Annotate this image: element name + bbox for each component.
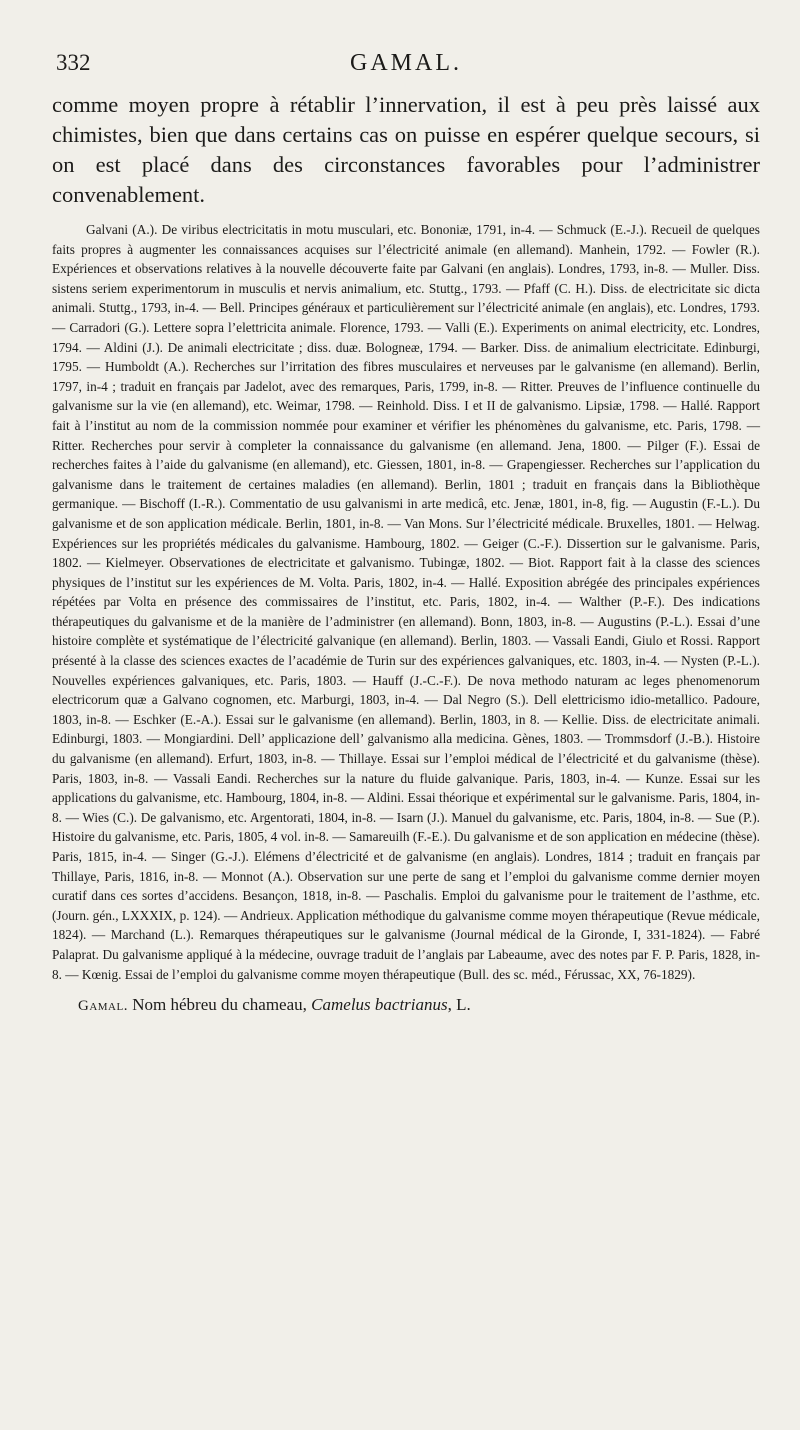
entry-latin-name: Camelus bactrianus (311, 995, 448, 1015)
entry-suffix: , L. (447, 995, 471, 1015)
running-head: GAMAL. (350, 50, 462, 76)
intro-paragraph: comme moyen propre à rétablir l’innervation, il est à peu près laissé aux chimistes, bien que dans certains cas on puisse en espérer quelque secours, si on est placé dans des circonstances favorables pour l’administrer convenablement. (52, 92, 760, 207)
entry-headword: Gamal. (78, 998, 128, 1015)
page-number: 332 (56, 50, 91, 75)
entry-definition: Nom hébreu du chameau, (132, 995, 312, 1015)
dictionary-entry (52, 994, 760, 1017)
page-header (52, 50, 760, 90)
bibliography-paragraph: Galvani (A.). De viribus electricitatis in motu musculari, etc. Bononiæ, 1791, in-4. — Schmuck (E.-J.). Recueil de quelques faits propres à augmenter les connaissances acquises sur l’électricité animale (en allemand). Manhein, 1792. — Fowler (R.). Expériences et observations relatives à la nouvelle découverte faite par Galvani (en anglais). Londres, 1793, in-8. — Muller. Diss. sistens seriem experimentorum in musculis et nervis animalium, etc. Stuttg., 1793. — Pfaff (C. H.). Diss. de electricitate sic dicta animali. Stuttg., 1793, in-4. — Bell. Principes généraux et particulièrement sur l’électricité animale (en anglais), etc. Londres, 1793. — Carradori (G.). Lettere sopra l’elettricita animale. Florence, 1793. — Valli (E.). Experiments on animal electricity, etc. Londres, 1794. — Aldini (J.). De animali electricitate ; diss. duæ. Bologneæ, 1794. — Barker. Diss. de animalium electricitate. Edinburgi, 1795. — Humboldt (A.). Recherches sur l’irritation des fibres musculaires et nerveuses par le galvanisme (en allemand). Berlin, 1797, in-4 ; traduit en français par Jadelot, avec des remarques, Paris, 1799, in-8. — Ritter. Preuves de l’influence continuelle du galvanisme sur la vie (en allemand), etc. Weimar, 1798. — Reinhold. Diss. I et II de galvanismo. Lipsiæ, 1798. — Hallé. Rapport fait à l’institut au nom de la commission nommée pour examiner et vérifier les phénomènes du galvanisme, etc. Paris, 1798. — Ritter. Recherches pour servir à completer la connaissance du galvanisme (en allemand. Jena, 1800. — Pilger (F.). Essai de recherches faites à l’aide du galvanisme (en allemand), etc. Giessen, 1801, in-8. — Grapengiesser. Recherches sur l’application du galvanisme dans le traitement de certaines maladies (en allemand). Berlin, 1801 ; traduit en français dans la Bibliothèque germanique. — Bischoff (I.-R.). Commentatio de usu galvanismi in arte medicâ, etc. Jenæ, 1801, in-8, fig. — Augustin (F.-L.). Du galvanisme et de son application médicale. Berlin, 1801, in-8. — Van Mons. Sur l’électricité médicale. Bruxelles, 1801. — Helwag. Expériences sur les propriétés médicales du galvanisme. Hambourg, 1802. — Geiger (C.-F.). Dissertion sur le galvanisme. Paris, 1802. — Kielmeyer. Observationes de electricitate et galvanismo. Tubingæ, 1802. — Biot. Rapport fait à la classe des sciences physiques de l’institut sur les expériences de M. Volta. Paris, 1802, in-4. — Hallé. Exposition abrégée des principales expériences répétées par Volta en présence des commissaires de l’institut, etc. Paris, 1802, in-4. — Walther (P.-F.). Des indications thérapeutiques du galvanisme et de la manière de l’administrer (en allemand). Bonn, 1803, in-8. — Augustins (P.-L.). Essai d’une histoire complète et systématique de l’électricité galvanique (en allemand). Berlin, 1803. — Vassali Eandi, Giulo et Rossi. Rapport présenté à la classe des sciences exactes de l’académie de Turin sur des expériences galvaniques, etc. 1803, in-4. — Nysten (P.-L.). Nouvelles expériences galvaniques, etc. Paris, 1803. — Hauff (J.-C.-F.). De nova methodo naturam ac leges phenomenorum electricorum quæ a Galvano cognomen, etc. Marburgi, 1803, in-4. — Dal Negro (S.). Dell elettricismo idio-metallico. Padoure, 1803, in-8. — Eschker (E.-A.). Essai sur le galvanisme (en allemand). Berlin, 1803, in 8. — Kellie. Diss. de electricitate animali. Edinburgi, 1803. — Mongiardini. Dell’ applicazione dell’ galvanismo alla medicina. Gènes, 1803. — Trommsdorf (J.-B.). Histoire du galvanisme (en allemand). Erfurt, 1803, in-8. — Thillaye. Essai sur l’emploi médical de l’électricité et du galvanisme (thèse). Paris, 1803, in-8. — Vassali Eandi. Recherches sur la nature du fluide galvanique. Paris, 1803, in-4. — Kunze. Essai sur les applications du galvanisme, etc. Hambourg, 1804, in-8. — Aldini. Essai théorique et expérimental sur le galvanisme. Paris, 1804, in-8. — Wies (C.). De galvanismo, etc. Argentorati, 1804, in-8. — Isarn (J.). Manuel du galvanisme, etc. Paris, 1804, in-8. — Sue (P.). Histoire du galvanisme, etc. Paris, 1805, 4 vol. in-8. — Samareuilh (F.-E.). Du galvanisme et de son application en médecine (thèse). Paris, 1815, in-4. — Singer (G.-J.). Elémens d’électricité et de galvanisme (en anglais). Londres, 1814 ; traduit en français par Thillaye, Paris, 1816, in-8. — Monnot (A.). Observation sur une perte de sang et l’emploi du galvanisme comme dernier moyen curatif dans ces sortes d’accidens. Besançon, 1818, in-8. — Paschalis. Emploi du galvanisme pour le traitement de l’asthme, etc. (Journ. gén., LXXXIX, p. 124). — Andrieux. Application méthodique du galvanisme comme moyen thérapeutique (Revue médicale, 1824). — Marchand (L.). Remarques thérapeutiques sur le galvanisme (Journal médical de la Gironde, I, 331-1824). — Fabré Palaprat. Du galvanisme appliqué à la médecine, ouvrage traduit de l’anglais par Labeaume, avec des notes par F. P. Paris, 1828, in-8. — Kœnig. Essai de l’emploi du galvanisme comme moyen thérapeutique (Bull. des sc. méd., Férussac, XX, 76-1829). (52, 222, 760, 982)
